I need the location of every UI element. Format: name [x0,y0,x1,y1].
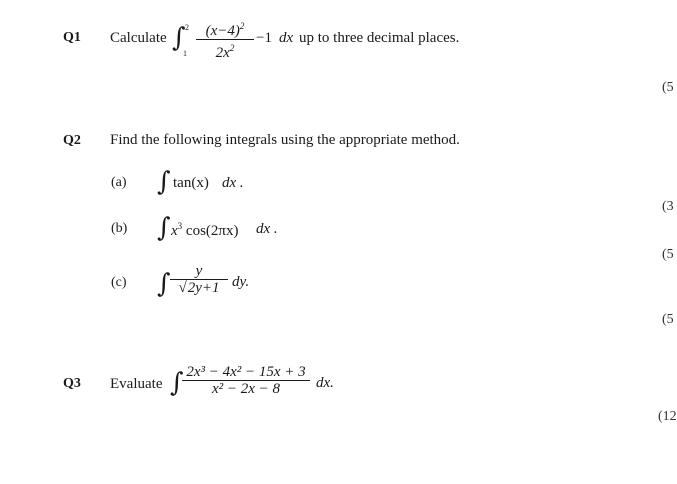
q1-dx: dx [279,30,294,46]
q3-numerator: 2x³ − 4x² − 15x + 3 [186,364,306,380]
q2-label: Q2 [63,133,81,148]
q2c-denominator: √2y+1 [178,280,220,296]
q2c-label: (c) [111,275,127,290]
q2a-label: (a) [111,175,127,190]
q2b-marks: (5 [662,247,674,262]
q3-label: Q3 [63,376,81,391]
q2c-marks: (5 [662,312,674,327]
q1-minus-term: −1 [256,30,272,46]
q3-dx: dx. [316,375,334,391]
q2a-dx: dx . [222,175,244,191]
q2b-label: (b) [111,221,128,236]
q1-denominator: $2x^2$ [215,43,235,61]
q2a-marks: (3 [662,199,674,214]
q2a-integrand: tan(x) [173,175,209,191]
q1-tail: up to three decimal places. [299,30,460,46]
q2b-integrand: $x^3$ cos(2πx) [171,221,239,239]
q1-marks: (5 [662,80,674,95]
q2a-integral-sign: ∫ [157,167,171,197]
q3-denominator: x² − 2x − 8 [211,381,281,397]
q3-fraction [182,364,310,397]
q2c-integral-sign: ∫ [157,269,171,299]
q2c-dy: dy. [232,274,250,290]
q1-intro: Calculate [110,30,167,46]
q3-integral-sign: ∫ [170,368,184,398]
q2c-numerator: y [195,263,203,279]
q1-fraction [196,18,254,61]
q1-lower-limit: 1 [183,49,187,58]
q2b-integral-sign: ∫ [157,213,171,243]
q2c-fraction [170,263,228,296]
q3-intro: Evaluate [110,376,163,392]
q2b-dx: dx . [256,221,278,237]
q1-integral-sign: ∫ [172,23,186,53]
q1-upper-limit: 2 [185,23,189,32]
q2-intro: Find the following integrals using the appropriate method. [110,132,460,148]
q1-numerator: $(x-4)^2$ [205,21,245,39]
q3-marks: (12 [658,409,677,424]
q1-label: Q1 [63,30,81,45]
